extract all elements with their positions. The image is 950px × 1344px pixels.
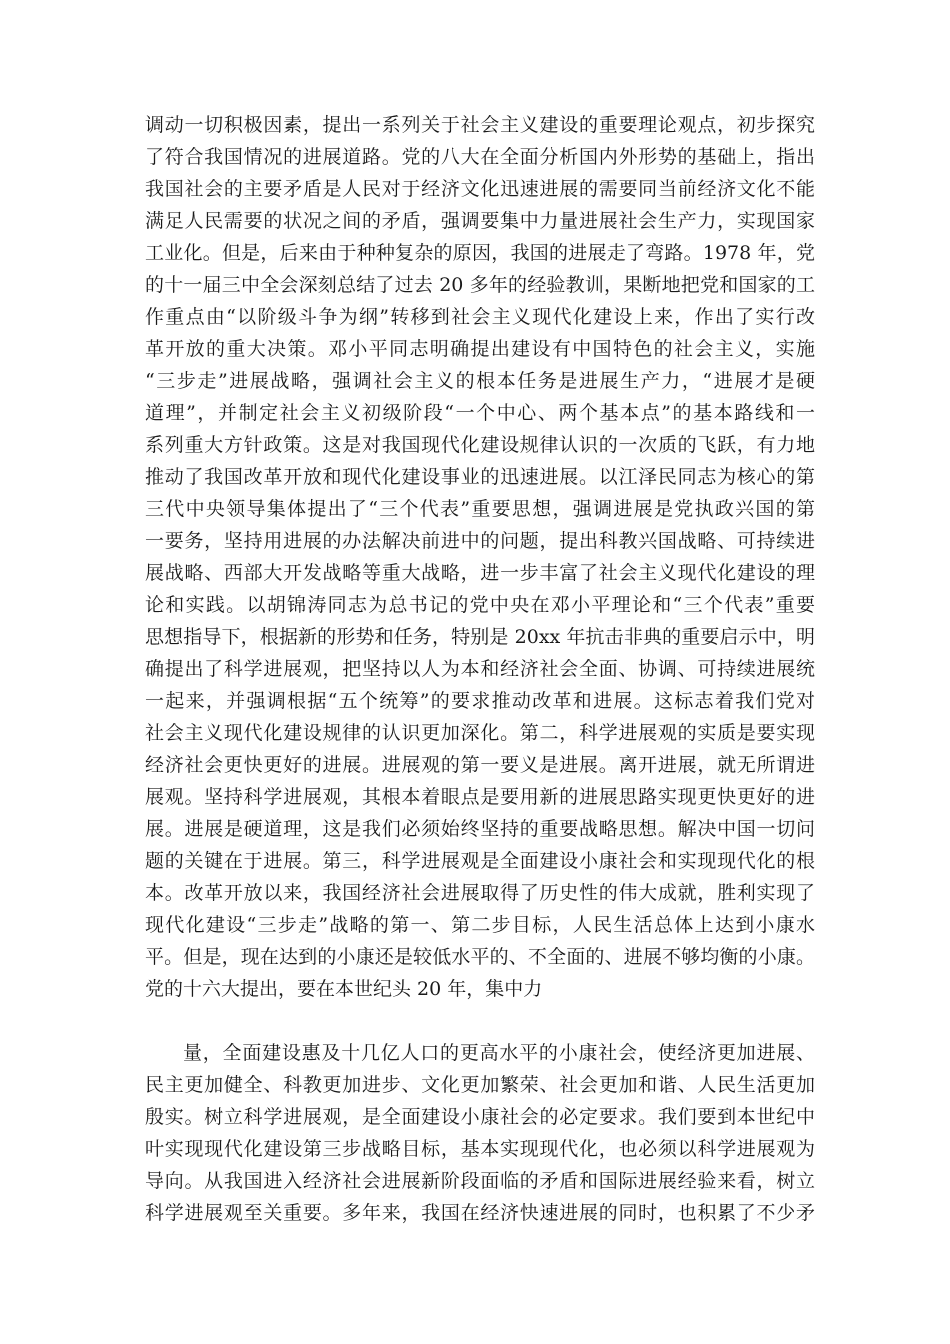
text-line: 经济社会更快更好的进展。进展观的第一要义是进展。离开进展，就无所谓进 [145, 754, 815, 776]
text-line: 道理”，并制定社会主义初级阶段“一个中心、两个基本点”的基本路线和一 [145, 402, 815, 424]
text-line: 展。进展是硬道理，这是我们必须始终坚持的重要战略思想。解决中国一切问 [145, 818, 815, 840]
text-line: “三步走”进展战略，强调社会主义的根本任务是进展生产力，“进展才是硬 [145, 370, 815, 392]
text-line: 工业化。但是，后来由于种种复杂的原因，我国的进展走了弯路。1978 年，党 [145, 242, 815, 264]
text-line: 革开放的重大决策。邓小平同志明确提出建设有中国特色的社会主义，实施 [145, 338, 815, 360]
text-line: 导向。从我国进入经济社会进展新阶段面临的矛盾和国际进展经验来看，树立 [145, 1170, 815, 1192]
text-line: 作重点由“以阶级斗争为纲”转移到社会主义现代化建设上来，作出了实行改 [145, 306, 815, 328]
text-line: 社会主义现代化建设规律的认识更加深化。第二，科学进展观的实质是要实现 [145, 722, 815, 744]
text-line: 一起来，并强调根据“五个统筹”的要求推动改革和进展。这标志着我们党对 [145, 690, 815, 712]
text-line: 确提出了科学进展观，把坚持以人为本和经济社会全面、协调、可持续进展统 [145, 658, 815, 680]
text-line: 本。改革开放以来，我国经济社会进展取得了历史性的伟大成就，胜利实现了 [145, 882, 815, 904]
text-line: 科学进展观至关重要。多年来，我国在经济快速进展的同时，也积累了不少矛 [145, 1202, 815, 1224]
text-line: 民主更加健全、科教更加进步、文化更加繁荣、社会更加和谐、人民生活更加 [145, 1074, 815, 1096]
text-line: 系列重大方针政策。这是对我国现代化建设规律认识的一次质的飞跃，有力地 [145, 434, 815, 456]
text-line: 的十一届三中全会深刻总结了过去 20 多年的经验教训，果断地把党和国家的工 [145, 274, 815, 296]
text-line: 叶实现现代化建设第三步战略目标，基本实现现代化，也必须以科学进展观为 [145, 1138, 815, 1160]
text-line: 我国社会的主要矛盾是人民对于经济文化迅速进展的需要同当前经济文化不能 [145, 178, 815, 200]
text-line: 思想指导下，根据新的形势和任务，特别是 20xx 年抗击非典的重要启示中，明 [145, 626, 815, 648]
text-line: 推动了我国改革开放和现代化建设事业的迅速进展。以江泽民同志为核心的第 [145, 466, 815, 488]
text-line: 调动一切积极因素，提出一系列关于社会主义建设的重要理论观点，初步探究 [145, 114, 815, 136]
text-line: 题的关键在于进展。第三，科学进展观是全面建设小康社会和实现现代化的根 [145, 850, 815, 872]
text-line: 展观。坚持科学进展观，其根本着眼点是要用新的进展思路实现更快更好的进 [145, 786, 815, 808]
text-line: 量，全面建设惠及十几亿人口的更高水平的小康社会，使经济更加进展、 [183, 1042, 815, 1064]
text-line: 党的十六大提出，要在本世纪头 20 年，集中力 [145, 978, 543, 1000]
text-line: 三代中央领导集体提出了“三个代表”重要思想，强调进展是党执政兴国的第 [145, 498, 815, 520]
text-line: 一要务，坚持用进展的办法解决前进中的问题，提出科教兴国战略、可持续进 [145, 530, 815, 552]
text-line: 展战略、西部大开发战略等重大战略，进一步丰富了社会主义现代化建设的理 [145, 562, 815, 584]
text-line: 了符合我国情况的进展道路。党的八大在全面分析国内外形势的基础上，指出 [145, 146, 815, 168]
text-line: 满足人民需要的状况之间的矛盾，强调要集中力量进展社会生产力，实现国家 [145, 210, 815, 232]
text-line: 现代化建设“三步走”战略的第一、第二步目标，人民生活总体上达到小康水 [145, 914, 815, 936]
text-line: 殷实。树立科学进展观，是全面建设小康社会的必定要求。我们要到本世纪中 [145, 1106, 815, 1128]
text-line: 论和实践。以胡锦涛同志为总书记的党中央在邓小平理论和“三个代表”重要 [145, 594, 815, 616]
text-line: 平。但是，现在达到的小康还是较低水平的、不全面的、进展不够均衡的小康。 [145, 946, 815, 968]
